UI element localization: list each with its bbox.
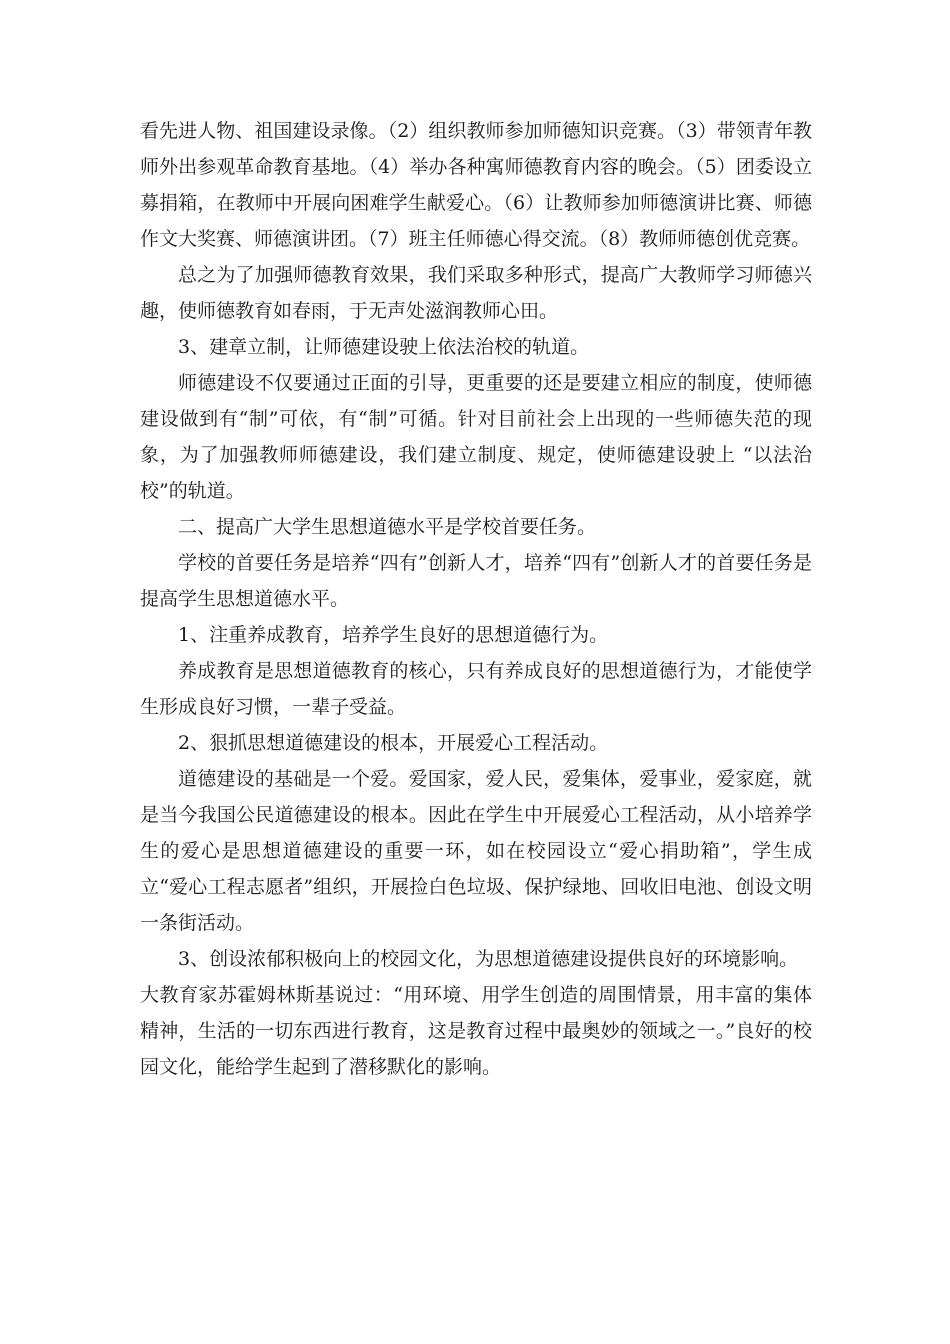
paragraph: 养成教育是思想道德教育的核心，只有养成良好的思想道德行为，才能使学生形成良好习惯，一辈子受益。: [140, 660, 812, 718]
section-heading: 1、注重养成教育，培养学生良好的思想道德行为。: [178, 624, 609, 646]
section-heading: 3、创设浓郁积极向上的校园文化，为思想道德建设提供良好的环境影响。: [178, 948, 799, 970]
section-heading: 3、建章立制，让师德建设驶上依法治校的轨道。: [178, 336, 590, 358]
paragraph: 大教育家苏霍姆林斯基说过：“用环境、用学生创造的周围情景，用丰富的集体精神，生活的一切东西进行教育，这是教育过程中最奥妙的领域之一。”良好的校园文化，能给学生起到了潜移默化的影响。: [140, 984, 812, 1078]
paragraph-continuation: 看先进人物、祖国建设录像。（2）组织教师参加师德知识竞赛。（3）带领青年教师外出参观革命教育基地。（4）举办各种寓师德教育内容的晚会。（5）团委设立募捐箱，在教师中开展向困难学生献爱心。（6）让教师参加师德演讲比赛、师德作文大奖赛、师德演讲团。（7）班主任师德心得交流。（8）教师师德创优竞赛。: [140, 120, 812, 250]
paragraph: 道德建设的基础是一个爱。爱国家，爱人民，爱集体，爱事业，爱家庭，就是当今我国公民道德建设的根本。因此在学生中开展爱心工程活动，从小培养学生的爱心是思想道德建设的重要一环，如在校园设立“爱心捐助箱”，学生成立“爱心工程志愿者”组织，开展捡白色垃圾、保护绿地、回收旧电池、创设文明一条街活动。: [140, 768, 812, 934]
section-heading: 2、狠抓思想道德建设的根本，开展爱心工程活动。: [178, 732, 609, 754]
section-heading: 二、提高广大学生思想道德水平是学校首要任务。: [178, 516, 597, 538]
paragraph: 师德建设不仅要通过正面的引导，更重要的还是要建立相应的制度，使师德建设做到有“制”可依，有“制”可循。针对目前社会上出现的一些师德失范的现象，为了加强教师师德建设，我们建立制度、规定，使师德建设驶上 “以法治校”的轨道。: [140, 372, 812, 502]
paragraph: 总之为了加强师德教育效果，我们采取多种形式，提高广大教师学习师德兴趣，使师德教育如春雨，于无声处滋润教师心田。: [140, 264, 812, 322]
paragraph: 学校的首要任务是培养“四有”创新人才，培养“四有”创新人才的首要任务是提高学生思想道德水平。: [140, 552, 812, 610]
document-body: [140, 113, 812, 1085]
